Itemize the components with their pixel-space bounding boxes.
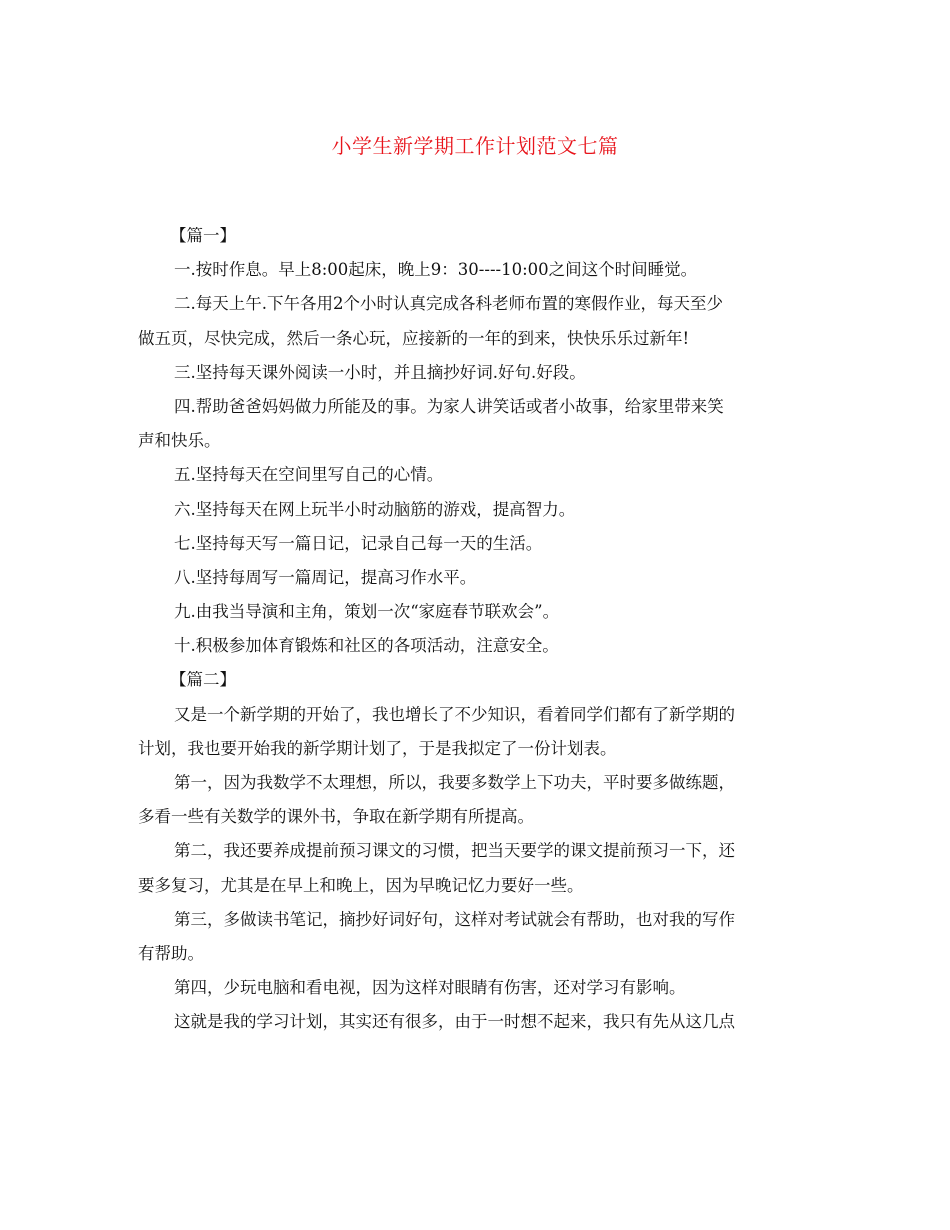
paragraph-line: 二.每天上午.下午各用2个小时认真完成各科老师布置的寒假作业，每天至少 (174, 294, 723, 314)
paragraph-line: 八.坚持每周写一篇周记，提高习作水平。 (174, 567, 477, 587)
document-title: 小学生新学期工作计划范文七篇 (331, 134, 619, 158)
paragraph-line: 一.按时作息。早上8:00起床，晚上9：30----10:00之间这个时间睡觉。 (174, 260, 698, 280)
paragraph-line: 多看一些有关数学的课外书，争取在新学期有所提高。 (138, 807, 534, 827)
paragraph-line: 做五页，尽快完成，然后一条心玩，应接新的一年的到来，快快乐乐过新年! (138, 328, 690, 348)
paragraph-line: 三.坚持每天课外阅读一小时，并且摘抄好词.好句.好段。 (174, 362, 586, 382)
paragraph-line: 有帮助。 (138, 943, 204, 963)
paragraph-line: 第三，多做读书笔记，摘抄好词好句，这样对考试就会有帮助，也对我的写作 (174, 909, 735, 929)
paragraph-line: 六.坚持每天在网上玩半小时动脑筋的游戏，提高智力。 (174, 499, 576, 519)
paragraph-line: 要多复习，尤其是在早上和晚上，因为早晚记忆力要好一些。 (138, 875, 584, 895)
paragraph-line: 又是一个新学期的开始了，我也增长了不少知识，看着同学们都有了新学期的 (174, 704, 735, 724)
paragraph-line: 计划，我也要开始我的新学期计划了，于是我拟定了一份计划表。 (138, 738, 617, 758)
paragraph-line: 第四，少玩电脑和看电视，因为这样对眼睛有伤害，还对学习有影响。 (174, 978, 686, 998)
paragraph-line: 五.坚持每天在空间里写自己的心情。 (174, 465, 444, 485)
paragraph-line: 九.由我当导演和主角，策划一次“家庭春节联欢会”。 (174, 602, 560, 622)
paragraph-line: 声和快乐。 (138, 431, 221, 451)
paragraph-line: 十.积极参加体育锻炼和社区的各项活动，注意安全。 (174, 636, 559, 656)
paragraph-line: 第二，我还要养成提前预习课文的习惯，把当天要学的课文提前预习一下，还 (174, 841, 735, 861)
paragraph-line: 这就是我的学习计划，其实还有很多，由于一时想不起来，我只有先从这几点 (174, 1012, 735, 1032)
section-heading: 【篇二】 (170, 670, 236, 690)
paragraph-line: 四.帮助爸爸妈妈做力所能及的事。为家人讲笑话或者小故事，给家里带来笑 (174, 396, 724, 416)
paragraph-line: 七.坚持每天写一篇日记，记录自己每一天的生活。 (174, 533, 543, 553)
section-heading: 【篇一】 (170, 226, 236, 245)
paragraph-line: 第一，因为我数学不太理想，所以，我要多数学上下功夫，平时要多做练题， (174, 773, 735, 792)
document-body (138, 219, 812, 1040)
